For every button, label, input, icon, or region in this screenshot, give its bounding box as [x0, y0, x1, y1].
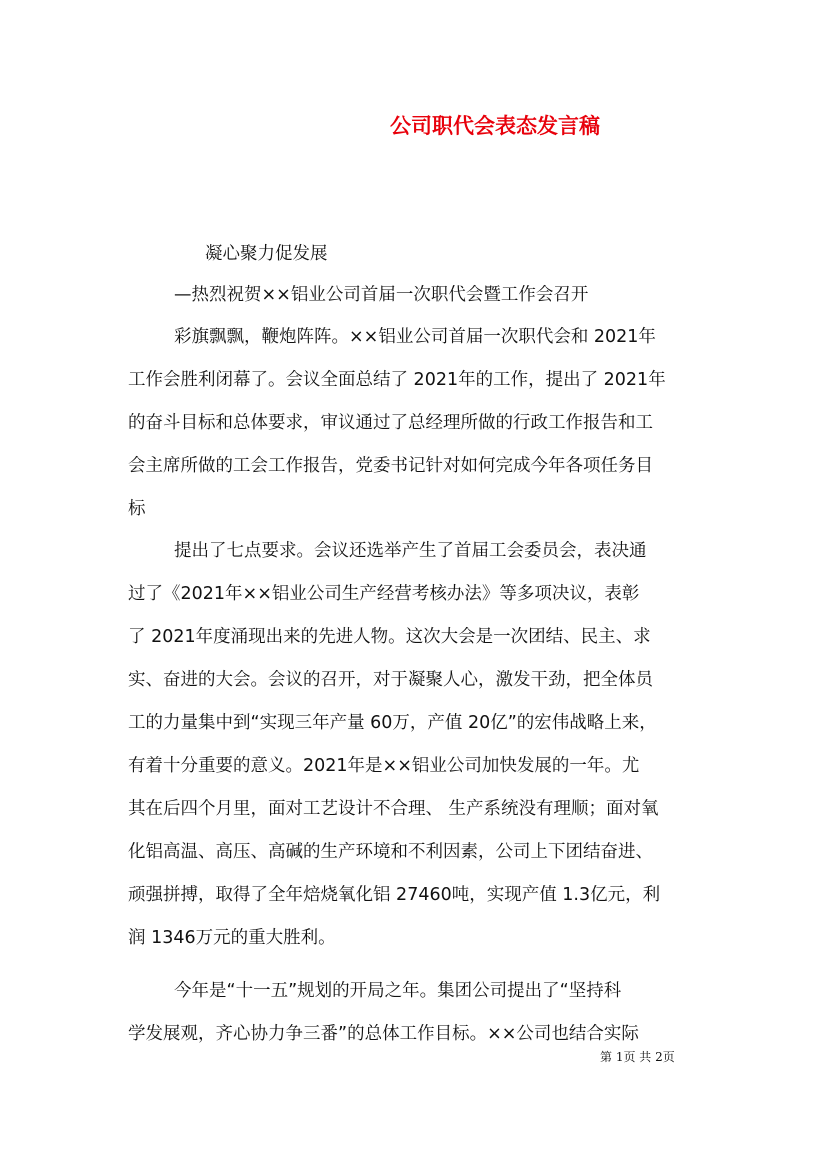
paragraph-line: 的奋斗目标和总体要求，审议通过了总经理所做的行政工作报告和工 — [128, 413, 653, 433]
paragraph-line: 今年是“十一五”规划的开局之年。集团公司提出了“坚持科 — [174, 981, 622, 1001]
paragraph-line: 会主席所做的工会工作报告，党委书记针对如何完成今年各项任务目 — [128, 456, 653, 476]
paragraph-line: 其在后四个月里，面对工艺设计不合理、 生产系统没有理顺；面对氧 — [128, 799, 659, 819]
paragraph-line: 彩旗飘飘，鞭炮阵阵。××铝业公司首届一次职代会和 2021年 — [174, 327, 656, 347]
paragraph-line: 润 1346万元的重大胜利。 — [128, 928, 336, 948]
page-number: 第 1页 共 2页 — [600, 1050, 675, 1064]
paragraph-line: 实、奋进的大会。会议的召开，对于凝聚人心，激发干劲，把全体员 — [128, 670, 653, 690]
paragraph-line: 学发展观，齐心协力争三番”的总体工作目标。××公司也结合实际 — [128, 1024, 639, 1044]
paragraph-line: 标 — [128, 499, 146, 519]
subtitle: 凝心聚力促发展 — [205, 244, 328, 264]
paragraph-line: 工作会胜利闭幕了。会议全面总结了 2021年的工作，提出了 2021年 — [128, 370, 666, 390]
paragraph-line: 过了《2021年××铝业公司生产经营考核办法》等多项决议，表彰 — [128, 584, 640, 604]
subheading: —热烈祝贺××铝业公司首届一次职代会暨工作会召开 — [174, 285, 589, 305]
paragraph-line: 了 2021年度涌现出来的先进人物。这次大会是一次团结、民主、求 — [128, 627, 651, 647]
document-title: 公司职代会表态发言稿 — [390, 113, 600, 138]
paragraph-line: 顽强拼搏，取得了全年焙烧氧化铝 27460吨，实现产值 1.3亿元，利 — [128, 885, 661, 905]
paragraph-line: 化铝高温、高压、高碱的生产环境和不利因素，公司上下团结奋进、 — [128, 842, 653, 862]
paragraph-line: 有着十分重要的意义。2021年是××铝业公司加快发展的一年。尤 — [128, 756, 640, 776]
paragraph-line: 提出了七点要求。会议还选举产生了首届工会委员会，表决通 — [174, 541, 647, 561]
paragraph-line: 工的力量集中到“实现三年产量 60万，产值 20亿”的宏伟战略上来， — [128, 713, 657, 733]
